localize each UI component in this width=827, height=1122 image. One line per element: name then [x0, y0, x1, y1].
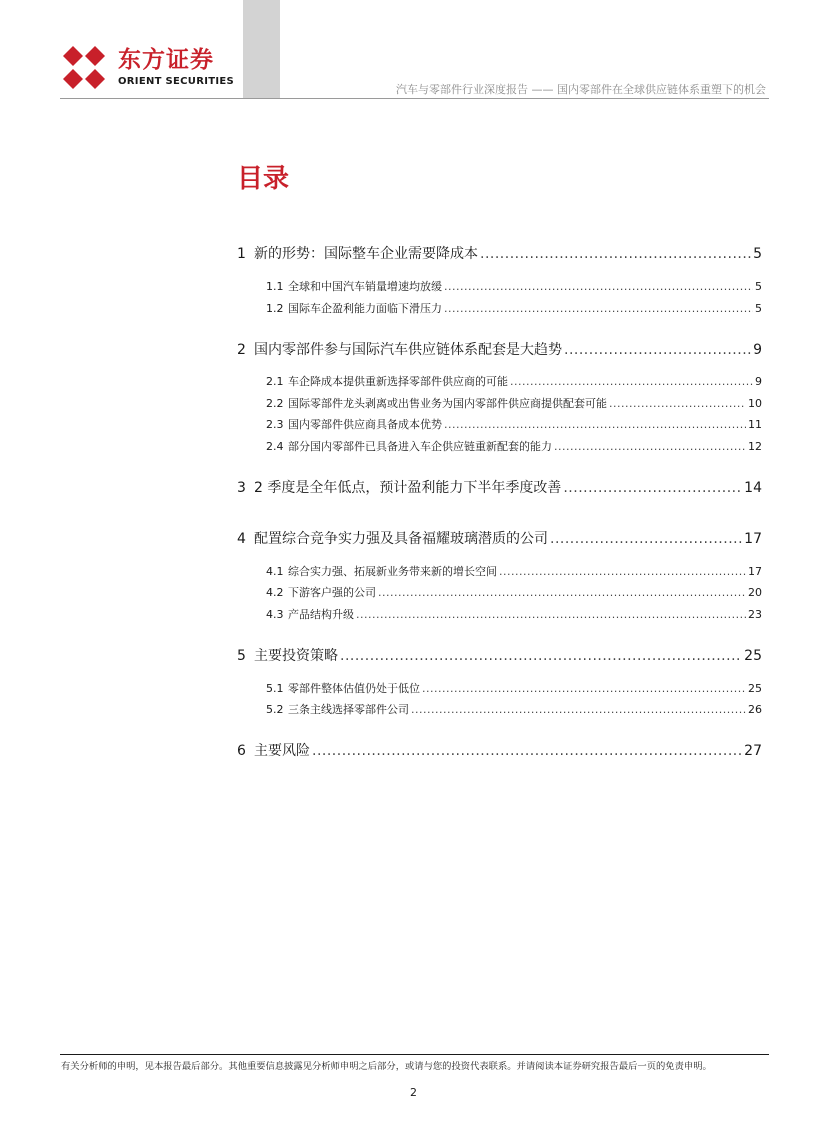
toc-entry-title: 配置综合竞争实力强及具备福耀玻璃潜质的公司 — [254, 531, 548, 547]
toc-dot-leader — [564, 342, 751, 358]
toc-entry-number: 1 — [237, 246, 246, 262]
toc-entry-page: 11 — [748, 418, 762, 431]
toc-dot-leader — [499, 565, 746, 578]
toc-entry[interactable] — [237, 584, 762, 600]
toc-dot-leader — [550, 531, 742, 547]
toc-entry-page: 9 — [753, 342, 762, 358]
toc-dot-leader — [444, 302, 753, 315]
toc-entry[interactable] — [237, 300, 762, 316]
toc-entry[interactable] — [237, 395, 762, 411]
footer-divider — [60, 1054, 769, 1055]
toc-entry-title: 主要风险 — [254, 743, 310, 759]
toc-dot-leader — [411, 703, 746, 716]
toc-entry-title: 部分国内零部件已具备进入车企供应链重新配套的能力 — [288, 440, 552, 453]
toc-entry-number: 6 — [237, 743, 246, 759]
toc-entry-number: 2.3 — [266, 418, 284, 431]
toc-entry-page: 5 — [753, 246, 762, 262]
toc-entry-number: 5.1 — [266, 682, 284, 695]
toc-dot-leader — [422, 682, 746, 695]
toc-entry[interactable] — [237, 563, 762, 579]
toc-entry-page: 20 — [748, 586, 762, 599]
toc-entry-page: 27 — [744, 743, 762, 759]
toc-entry-number: 2.2 — [266, 397, 284, 410]
toc-entry-number: 2.4 — [266, 440, 284, 453]
toc-dot-leader — [554, 440, 746, 453]
toc-dot-leader — [378, 586, 746, 599]
toc-entry-title: 综合实力强、拓展新业务带来新的增长空间 — [288, 565, 497, 578]
header-gray-band — [243, 0, 280, 98]
toc-entry-page: 14 — [744, 480, 762, 496]
toc-entry-title: 三条主线选择零部件公司 — [288, 703, 409, 716]
toc-entry-number: 5.2 — [266, 703, 284, 716]
toc-entry-title: 全球和中国汽车销量增速均放缓 — [288, 280, 442, 293]
report-subtitle: 汽车与零部件行业深度报告 —— 国内零部件在全球供应链体系重塑下的机会 — [396, 83, 766, 96]
toc-entry-title: 新的形势：国际整车企业需要降成本 — [254, 246, 478, 262]
toc-entry-title: 零部件整体估值仍处于低位 — [288, 682, 420, 695]
toc-entry[interactable] — [237, 373, 762, 389]
toc-entry-title: 国际车企盈利能力面临下滑压力 — [288, 302, 442, 315]
toc-entry-number: 1.2 — [266, 302, 284, 315]
toc-dot-leader — [356, 608, 746, 621]
page-number: 2 — [410, 1086, 417, 1099]
toc-entry-page: 10 — [748, 397, 762, 410]
toc-entry-page: 25 — [744, 648, 762, 664]
toc-dot-leader — [312, 743, 742, 759]
toc-dot-leader — [510, 375, 753, 388]
toc-entry[interactable] — [237, 680, 762, 696]
toc-entry-page: 17 — [748, 565, 762, 578]
toc-entry-page: 5 — [755, 280, 762, 293]
toc-entry[interactable] — [237, 339, 762, 359]
toc-entry-title: 车企降成本提供重新选择零部件供应商的可能 — [288, 375, 508, 388]
toc-entry-number: 2.1 — [266, 375, 284, 388]
toc-entry[interactable] — [237, 528, 762, 548]
toc-dot-leader — [444, 418, 746, 431]
toc-title: 目录 — [237, 164, 290, 194]
toc-entry-title: 国内零部件供应商具备成本优势 — [288, 418, 442, 431]
toc-entry[interactable] — [237, 438, 762, 454]
toc-entry-page: 26 — [748, 703, 762, 716]
toc-entry[interactable] — [237, 278, 762, 294]
toc-entry-number: 4.3 — [266, 608, 284, 621]
toc-entry[interactable] — [237, 740, 762, 760]
toc-entry-page: 23 — [748, 608, 762, 621]
toc-entry-number: 4 — [237, 531, 246, 547]
toc-entry-page: 25 — [748, 682, 762, 695]
toc-entry-number: 2 — [237, 342, 246, 358]
toc-entry-page: 17 — [744, 531, 762, 547]
toc-entry-number: 1.1 — [266, 280, 284, 293]
toc-dot-leader — [609, 397, 746, 410]
toc-entry[interactable] — [237, 645, 762, 665]
toc-entry[interactable] — [237, 701, 762, 717]
toc-entry-number: 5 — [237, 648, 246, 664]
toc-entry-title: 下游客户强的公司 — [288, 586, 376, 599]
toc-entry-title: 国内零部件参与国际汽车供应链体系配套是大趋势 — [254, 342, 562, 358]
toc-entry-title: 产品结构升级 — [288, 608, 354, 621]
toc-entry-page: 9 — [755, 375, 762, 388]
toc-dot-leader — [340, 648, 742, 664]
toc-entry-number: 4.2 — [266, 586, 284, 599]
toc-dot-leader — [444, 280, 753, 293]
toc-entry-number: 3 — [237, 480, 246, 496]
toc-entry[interactable] — [237, 606, 762, 622]
toc-dot-leader — [480, 246, 751, 262]
toc-entry[interactable] — [237, 416, 762, 432]
toc-entry-title: 2 季度是全年低点，预计盈利能力下半年季度改善 — [254, 480, 562, 496]
toc-entry-title: 主要投资策略 — [254, 648, 338, 664]
footer-disclaimer: 有关分析师的申明，见本报告最后部分。其他重要信息披露见分析师申明之后部分，或请与您的投资代表联系。并请阅读本证券研究报告最后一页的免责申明。 — [61, 1061, 712, 1072]
toc-entry[interactable] — [237, 243, 762, 263]
toc-entry-title: 国际零部件龙头剥离或出售业务为国内零部件供应商提供配套可能 — [288, 397, 607, 410]
header-divider — [60, 98, 769, 99]
brand-name-english: ORIENT SECURITIES — [118, 76, 235, 87]
orient-securities-logo-icon — [62, 46, 106, 90]
toc-entry[interactable] — [237, 477, 762, 497]
toc-entry-page: 12 — [748, 440, 762, 453]
toc-entry-page: 5 — [755, 302, 762, 315]
brand-name-chinese: 东方证券 — [118, 47, 214, 73]
toc-dot-leader — [563, 480, 742, 496]
toc-entry-number: 4.1 — [266, 565, 284, 578]
